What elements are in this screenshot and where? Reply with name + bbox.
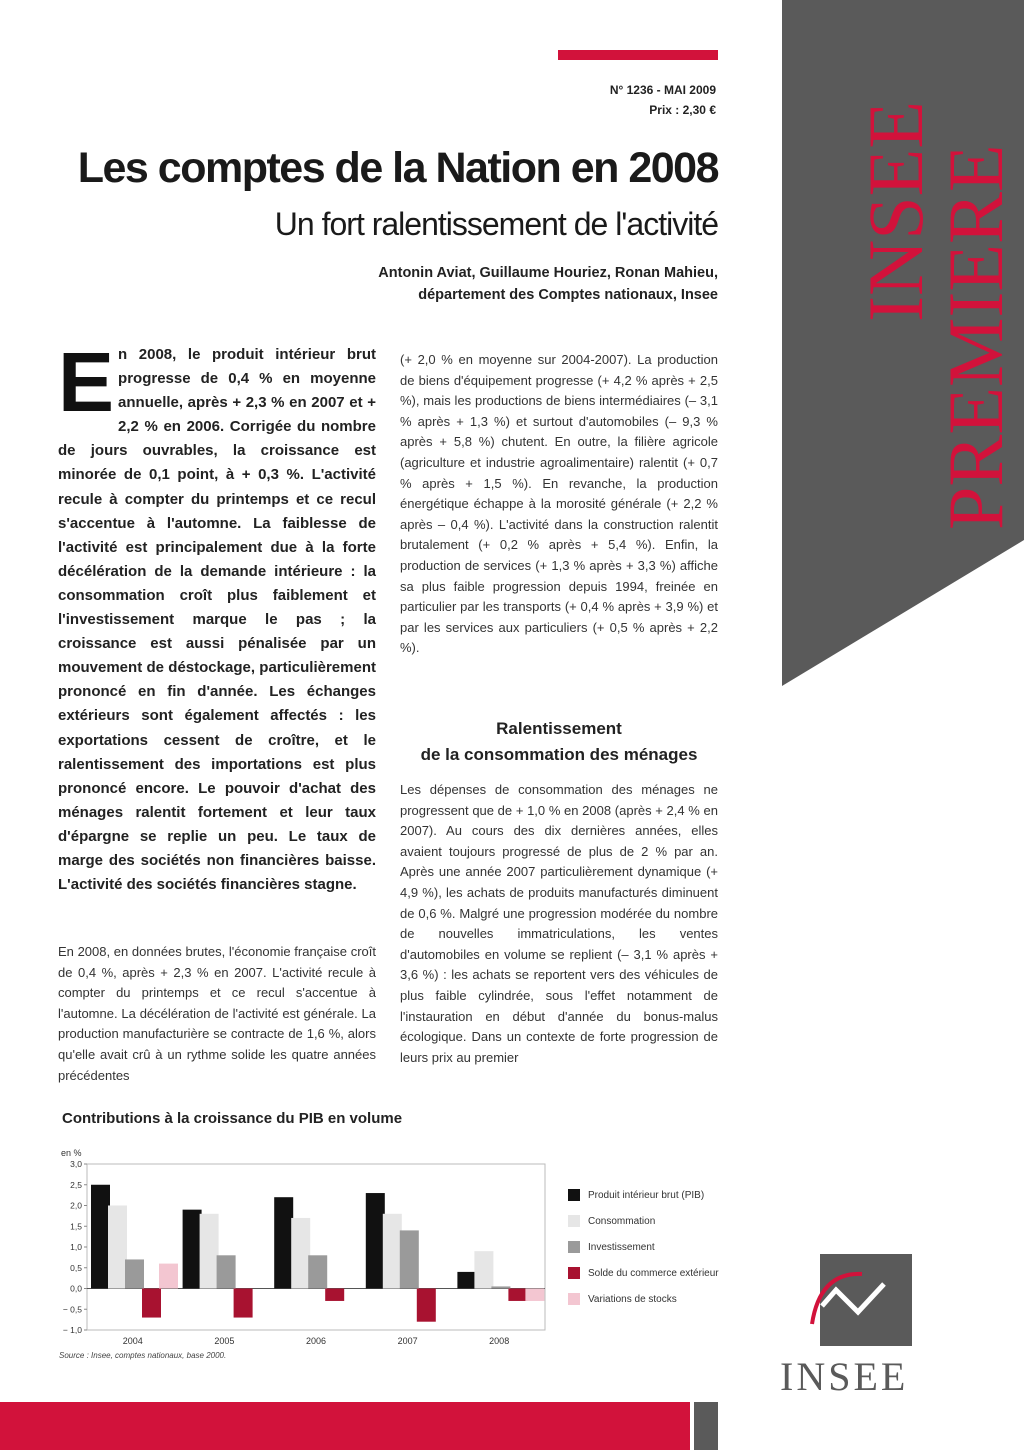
bar-2005-0: [183, 1210, 202, 1289]
legend-label: Solde du commerce extérieur: [588, 1267, 719, 1279]
bar-2007-2: [400, 1230, 419, 1288]
y-tick-label: 2,0: [70, 1200, 82, 1211]
authors: [60, 262, 718, 306]
x-tick-label: 2005: [214, 1336, 235, 1346]
bar-2008-4: [525, 1289, 544, 1301]
body-column-2-top: (+ 2,0 % en moyenne sur 2004-2007). La production de biens d'équipement progresse (+ 4,2 % après + 2,5 %), mais les productions de biens intermédiaires (– 3,1 % après + 1,3 %) et surtout d'automobiles (– 9,3 % après + 5,8 %) chutent. En outre, la filière agricole (agriculture et industrie agroalimentaire) ralentit (+ 0,7 % après + 1,5 %). En revanche, la production énergétique échappe à la morosité générale (+ 2,2 % après – 0,4 %). L'activité dans la construction ralentit brutalement (+ 0,2 % après + 5,4 %). Enfin, la production de services (+ 1,3 % après + 3,3 %) affiche sa plus faible progression depuis 1994, freinée en particulier par les transports (+ 0,4 % après + 3,9 %) et par les services aux particuliers (+ 0,5 % après + 2,2 %).: [400, 352, 718, 656]
y-tick-label: 0,0: [70, 1283, 82, 1294]
body-column-1: En 2008, en données brutes, l'économie française croît de 0,4 %, après + 2,3 % en 2007. L'activité recule à compter du printemps et ce recul s'accentue à l'automne. La décélération de l'activité est générale. La production manufacturière se contracte de 1,6 %, alors qu'elle avait crû à un rythme solide les quatre années précédentes: [58, 944, 376, 1083]
chart-legend: [568, 1182, 748, 1312]
bar-2006-0: [274, 1197, 293, 1288]
bar-2008-0: [457, 1272, 476, 1289]
brand-band: [782, 0, 1024, 686]
insee-logo: [780, 1254, 918, 1399]
y-tick-label: 0,5: [70, 1262, 82, 1273]
bar-2004-3: [142, 1289, 161, 1318]
bar-2007-3: [417, 1289, 436, 1322]
bar-2004-2: [125, 1259, 144, 1288]
legend-label: Consommation: [588, 1215, 656, 1227]
body-column-2-bottom: Les dépenses de consommation des ménages ne progressent que de + 1,0 % en 2008 (après + 2,4 % en 2007). Au cours des dix dernières années, elles avaient toujours progressé de plus de 2 % par an. Après une année 2007 particulièrement dynamique (+ 4,9 %), les achats de produits manufacturés diminuent de 0,6 %. Malgré une progression modérée du nombre de nouvelles immatriculations, les ventes d'automobiles en volume se replient (– 3,1 % après + 3,6 %) : les achats se reportent vers des véhicules de plus faible cylindrée, sous l'effet notamment de l'instauration en début d'année du bonus-malus écologique. Dans un contexte de forte progression de leurs prix au premier: [400, 782, 718, 1065]
bar-2006-2: [308, 1255, 327, 1288]
bar-2006-1: [291, 1218, 310, 1289]
x-tick-label: 2004: [122, 1336, 143, 1346]
logo-text: INSEE: [780, 1354, 909, 1399]
bar-2008-2: [491, 1286, 510, 1288]
bar-2005-1: [200, 1214, 219, 1289]
issue-price: Prix : 2,30 €: [649, 103, 716, 117]
bar-2005-2: [217, 1255, 236, 1288]
bar-2008-1: [474, 1251, 493, 1288]
section-heading-line-1: Ralentissement: [496, 719, 622, 738]
lead-text: n 2008, le produit intérieur brut progresse de 0,4 % en moyenne annuelle, après + 2,3 % en 2007 et + 2,2 % en 2006. Corrigée du nombre de jours ouvrables, la croissance est minorée de 0,1 point, à + 0,3 %. L'activité recule à compter du printemps et ce recul s'accentue à l'automne. La faiblesse de l'activité est principalement due à la forte décélération de la demande intérieure : la consommation croît plus faiblement et l'investissement marque le pas ; la croissance est aussi pénalisée par un mouvement de déstockage, particulièrement prononcé en fin d'année. Les échanges extérieurs sont également affectés : les exportations cessent de croître, et le ralentissement des importations est plus prononcé encore. Le pouvoir d'achat des ménages ralentit fortement et leur taux d'épargne se replie un peu. Le taux de marge des sociétés non financières baisse. L'activité des sociétés financières stagne.: [58, 346, 376, 894]
y-tick-label: 1,5: [70, 1221, 82, 1232]
authors-line-1: Antonin Aviat, Guillaume Houriez, Ronan Mahieu,: [378, 265, 718, 281]
x-tick-label: 2008: [489, 1336, 510, 1346]
y-axis-label: en %: [61, 1148, 82, 1158]
y-tick-label: 2,5: [70, 1179, 82, 1190]
legend-swatch: [568, 1189, 580, 1201]
legend-item: [568, 1286, 748, 1312]
legend-swatch: [568, 1267, 580, 1279]
brand-insee-text: INSEE: [852, 101, 939, 322]
legend-item: [568, 1182, 748, 1208]
bar-2004-4: [159, 1264, 178, 1289]
x-tick-label: 2006: [305, 1336, 327, 1346]
contributions-bar-chart: [55, 1142, 550, 1367]
section-heading: [400, 716, 718, 768]
accent-bar: [558, 50, 718, 60]
bar-2008-3: [508, 1289, 527, 1301]
x-tick-label: 2007: [397, 1336, 418, 1346]
y-tick-label: 3,0: [70, 1159, 82, 1169]
issue-number: N° 1236 - MAI 2009: [609, 83, 716, 97]
bar-2006-3: [325, 1289, 344, 1301]
footer-bar-gray: [694, 1402, 718, 1450]
chart-title: Contributions à la croissance du PIB en volume: [62, 1110, 403, 1127]
bar-2004-0: [91, 1185, 110, 1289]
page-subtitle: Un fort ralentissement de l'activité: [274, 206, 718, 242]
issue-info: [610, 80, 716, 120]
y-tick-label: − 1,0: [62, 1325, 82, 1335]
legend-item: [568, 1208, 748, 1234]
bar-2005-3: [234, 1289, 253, 1318]
y-tick-label: − 0,5: [62, 1304, 82, 1315]
legend-item: [568, 1260, 748, 1286]
lead-paragraph: [58, 335, 376, 897]
legend-label: Produit intérieur brut (PIB): [588, 1189, 705, 1201]
page-title: Les comptes de la Nation en 2008: [77, 144, 718, 192]
legend-label: Variations de stocks: [588, 1293, 677, 1305]
legend-swatch: [568, 1293, 580, 1305]
bar-2007-1: [383, 1214, 402, 1289]
legend-swatch: [568, 1215, 580, 1227]
section-heading-line-2: de la consommation des ménages: [420, 745, 698, 764]
legend-swatch: [568, 1241, 580, 1253]
chart-source: Source : Insee, comptes nationaux, base 2000.: [59, 1351, 227, 1360]
bar-2007-0: [366, 1193, 385, 1288]
legend-item: [568, 1234, 748, 1260]
authors-line-2: département des Comptes nationaux, Insee: [418, 287, 718, 303]
legend-label: Investissement: [588, 1241, 655, 1253]
brand-premiere-text: PREMIERE: [932, 144, 1019, 530]
dropcap: E: [58, 335, 115, 429]
y-tick-label: 1,0: [70, 1242, 82, 1252]
bar-2004-1: [108, 1206, 127, 1289]
footer-bar: [0, 1402, 690, 1450]
